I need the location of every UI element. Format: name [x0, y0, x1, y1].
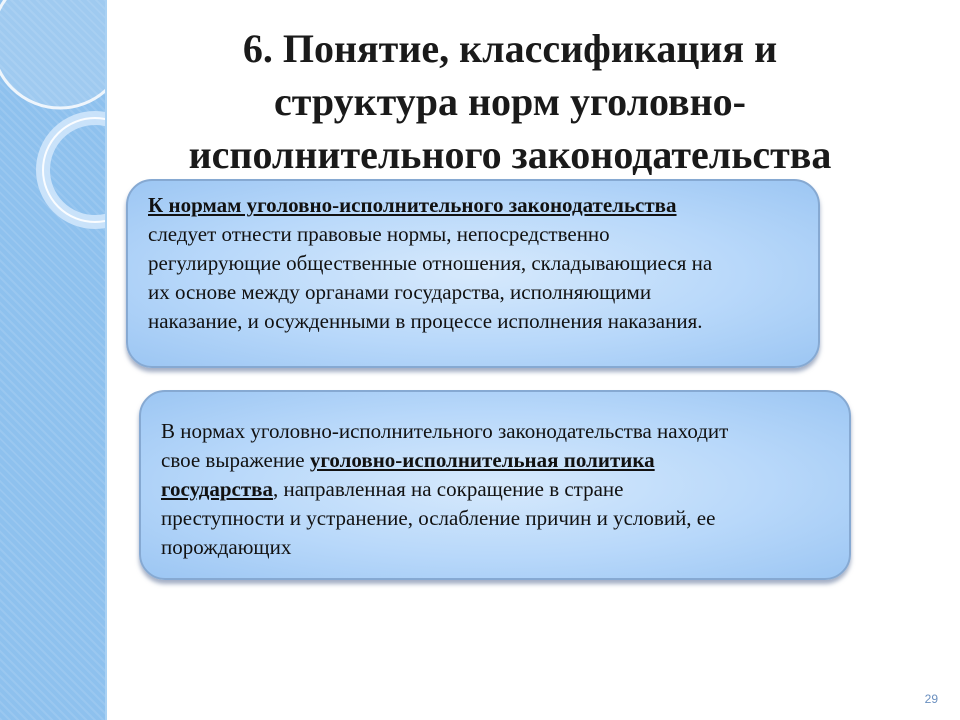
definition-box: [126, 179, 820, 368]
policy-emphasis: государства: [161, 477, 274, 501]
definition-line: наказание, и осужденными в процессе исполнения наказания.: [148, 309, 703, 333]
title-line: исполнительного законодательства: [188, 132, 832, 177]
policy-line: В нормах уголовно-исполнительного законодательства находит: [161, 419, 729, 443]
definition-line: регулирующие общественные отношения, складывающиеся на: [148, 251, 713, 275]
policy-box: [139, 390, 851, 580]
page-number: 29: [924, 692, 938, 706]
policy-line: преступности и устранение, ослабление причин и условий, ее: [161, 506, 716, 530]
decorative-circles: [0, 0, 105, 720]
definition-line: их основе между органами государства, исполняющими: [148, 280, 652, 304]
policy-line: порождающих: [161, 535, 292, 559]
policy-text: свое выражение: [161, 448, 310, 472]
definition-lead: К нормам уголовно-исполнительного законодательства: [148, 193, 677, 217]
definition-line: следует отнести правовые нормы, непосредственно: [148, 222, 610, 246]
policy-text: , направленная на сокращение в стране: [273, 477, 624, 501]
decorative-sidebar: [0, 0, 107, 720]
title-line: структура норм уголовно-: [273, 79, 746, 124]
title-line: 6. Понятие, классификация и: [242, 26, 778, 71]
slide-title: [140, 22, 880, 181]
policy-emphasis: уголовно-исполнительная политика: [309, 448, 655, 472]
